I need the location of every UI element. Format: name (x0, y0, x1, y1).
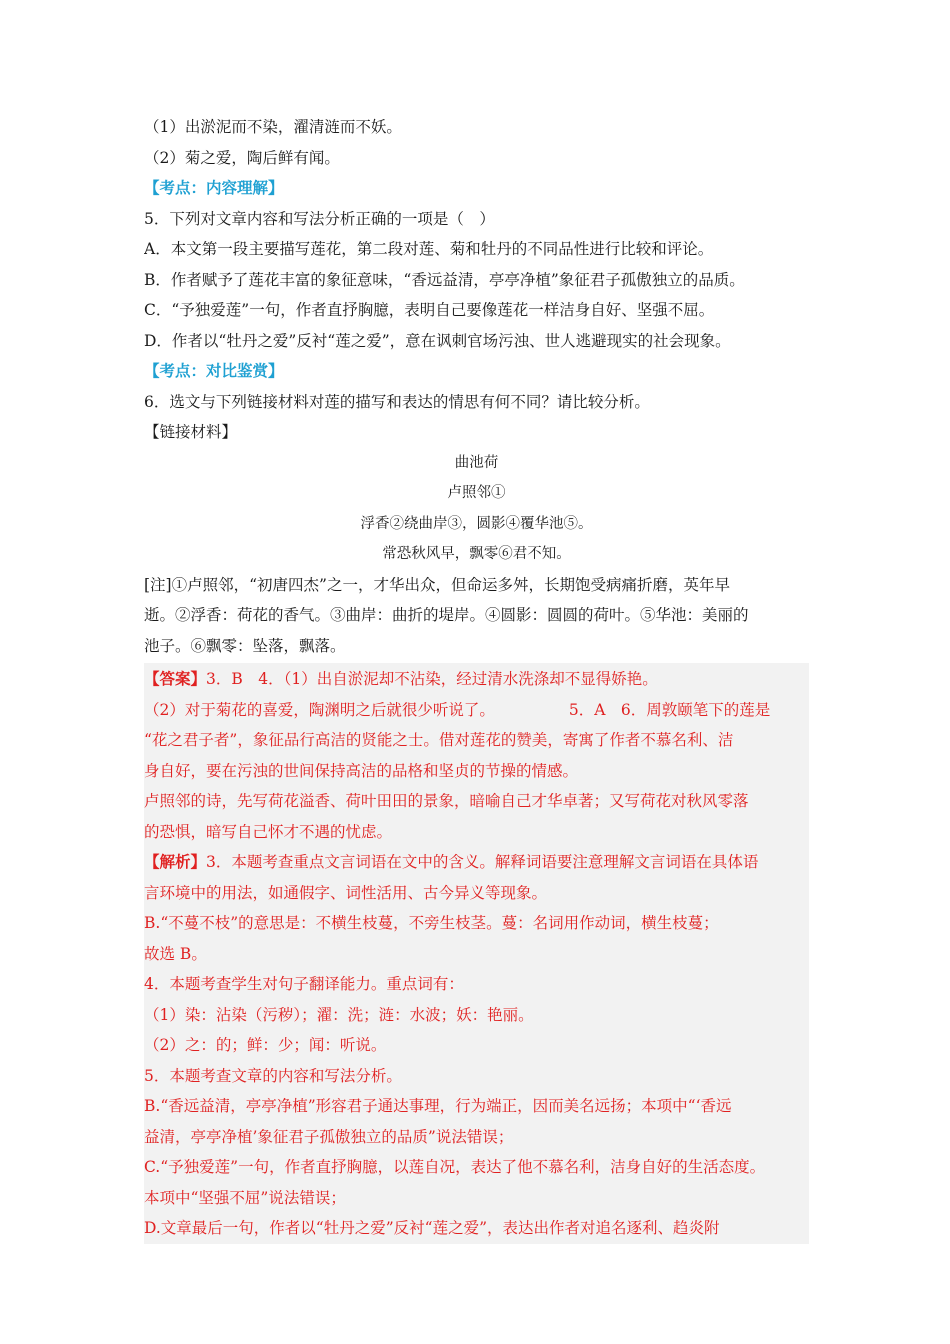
material-label: 【链接材料】 (144, 423, 238, 441)
question-5-option-a: A．本文第一段主要描写莲花，第二段对莲、菊和牡丹的不同品性进行比较和评论。 (144, 240, 714, 258)
question-5-option-b: B．作者赋予了莲花丰富的象征意味，“香远益清，亭亭净植”象征君子孤傲独立的品质。 (144, 270, 745, 289)
analysis-row-10: 益清，亭亭净植’象征君子孤傲独立的品质”说法错误； (144, 1127, 514, 1146)
analysis-label: 【解析】 (144, 852, 207, 871)
answer-label: 【答案】 (144, 669, 207, 688)
analysis-text-1: 3．本题考查重点文言词语在文中的含义。解释词语要注意理解文言词语在具体语 (206, 853, 759, 871)
analysis-row-12: 本项中“坚强不屈”说法错误； (144, 1188, 346, 1207)
answer-row-6: 的恐惧，暗写自己怀才不遇的忧虑。 (144, 822, 393, 841)
analysis-row-4: 故选 B。 (144, 944, 207, 963)
topic-tag-content: 【考点：内容理解】 (144, 178, 284, 197)
answer-line-1: （1）出淤泥而不染，濯清涟而不妖。 (144, 118, 402, 136)
question-6-stem: 6．选文与下列链接材料对莲的描写和表达的情思有何不同？请比较分析。 (144, 392, 650, 411)
analysis-row-8: 5．本题考查文章的内容和写法分析。 (144, 1066, 402, 1085)
analysis-row-2: 言环境中的用法，如通假字、词性活用、古今异义等现象。 (144, 883, 548, 902)
topic-tag-comparison: 【考点：对比鉴赏】 (144, 361, 284, 380)
poem-title: 曲池荷 (454, 454, 499, 471)
poem-line-1: 浮香②绕曲岸③，圆影④覆华池⑤。 (360, 515, 593, 532)
answer-analysis-block (144, 663, 809, 1244)
analysis-row-7: （2）之：的；鲜：少；闻：听说。 (144, 1036, 387, 1054)
question-5-option-d: D．作者以“牡丹之爱”反衬“莲之爱”，意在讽刺官场污浊、世人逃避现实的社会现象。 (144, 331, 731, 350)
poem-author: 卢照邻① (447, 485, 506, 501)
poem-note-2: 逝。②浮香：荷花的香气。③曲岸：曲折的堤岸。④圆影：圆圆的荷叶。⑤华池：美丽的 (144, 606, 749, 624)
poem-note-1: [注]①卢照邻，“初唐四杰”之一，才华出众，但命运多舛，长期饱受病痛折磨，英年早 (144, 575, 730, 594)
answer-row-5: 卢照邻的诗，先写荷花溢香、荷叶田田的景象，暗喻自己才华卓著；又写荷花对秋风零落 (144, 792, 749, 810)
analysis-row-3: B.“不蔓不枝”的意思是：不横生枝蔓，不旁生枝茎。蔓：名词用作动词，横生枝蔓； (144, 914, 719, 932)
poem-line-2: 常恐秋风早，飘零⑥君不知。 (382, 546, 571, 562)
answer-line-2: （2）菊之爱，陶后鲜有闻。 (144, 148, 340, 167)
analysis-row-6: （1）染：沾染（污秽）；濯：洗；涟：水波；妖：艳丽。 (144, 1005, 534, 1024)
poem-note-3: 池子。⑥飘零：坠落，飘落。 (144, 636, 346, 655)
question-5-option-c: C．“予独爱莲”一句，作者直抒胸臆，表明自己要像莲花一样洁身自好、坚强不屈。 (144, 301, 715, 319)
answer-row-2 (144, 695, 809, 726)
answer-text-1: 3．B 4．（1）出自淤泥却不沾染，经过清水洗涤却不显得娇艳。 (206, 670, 658, 688)
answer-row-4: 身自好，要在污浊的世间保持高洁的品格和坚贞的节操的情感。 (144, 761, 579, 780)
analysis-row-13: D.文章最后一句，作者以“牡丹之爱”反衬“莲之爱”，表达出作者对追名逐利、趋炎附 (144, 1219, 720, 1237)
document-page (144, 112, 809, 1244)
analysis-row-9: B.“香远益清，亭亭净植”形容君子通达事理，行为端正，因而美名远扬；本项中“‘香远 (144, 1097, 732, 1115)
answer-text-2b: 5．A 6．周敦颐笔下的莲是 (568, 700, 771, 719)
answer-text-2a: （2）对于菊花的喜爱，陶渊明之后就很少听说了。 (144, 700, 495, 719)
analysis-row-5: 4．本题考查学生对句子翻译能力。重点词有： (144, 975, 464, 993)
analysis-row-11: C.“予独爱莲”一句，作者直抒胸臆，以莲自况，表达了他不慕名利，洁身自好的生活态度。 (144, 1158, 766, 1176)
analysis-row-1 (144, 847, 809, 878)
answer-row-3: “花之君子者”，象征品行高洁的贤能之士。借对莲花的赞美，寄寓了作者不慕名利、洁 (144, 731, 734, 749)
question-5-stem: 5．下列对文章内容和写法分析正确的一项是（ ） (144, 209, 495, 228)
answer-row-1 (144, 664, 809, 695)
